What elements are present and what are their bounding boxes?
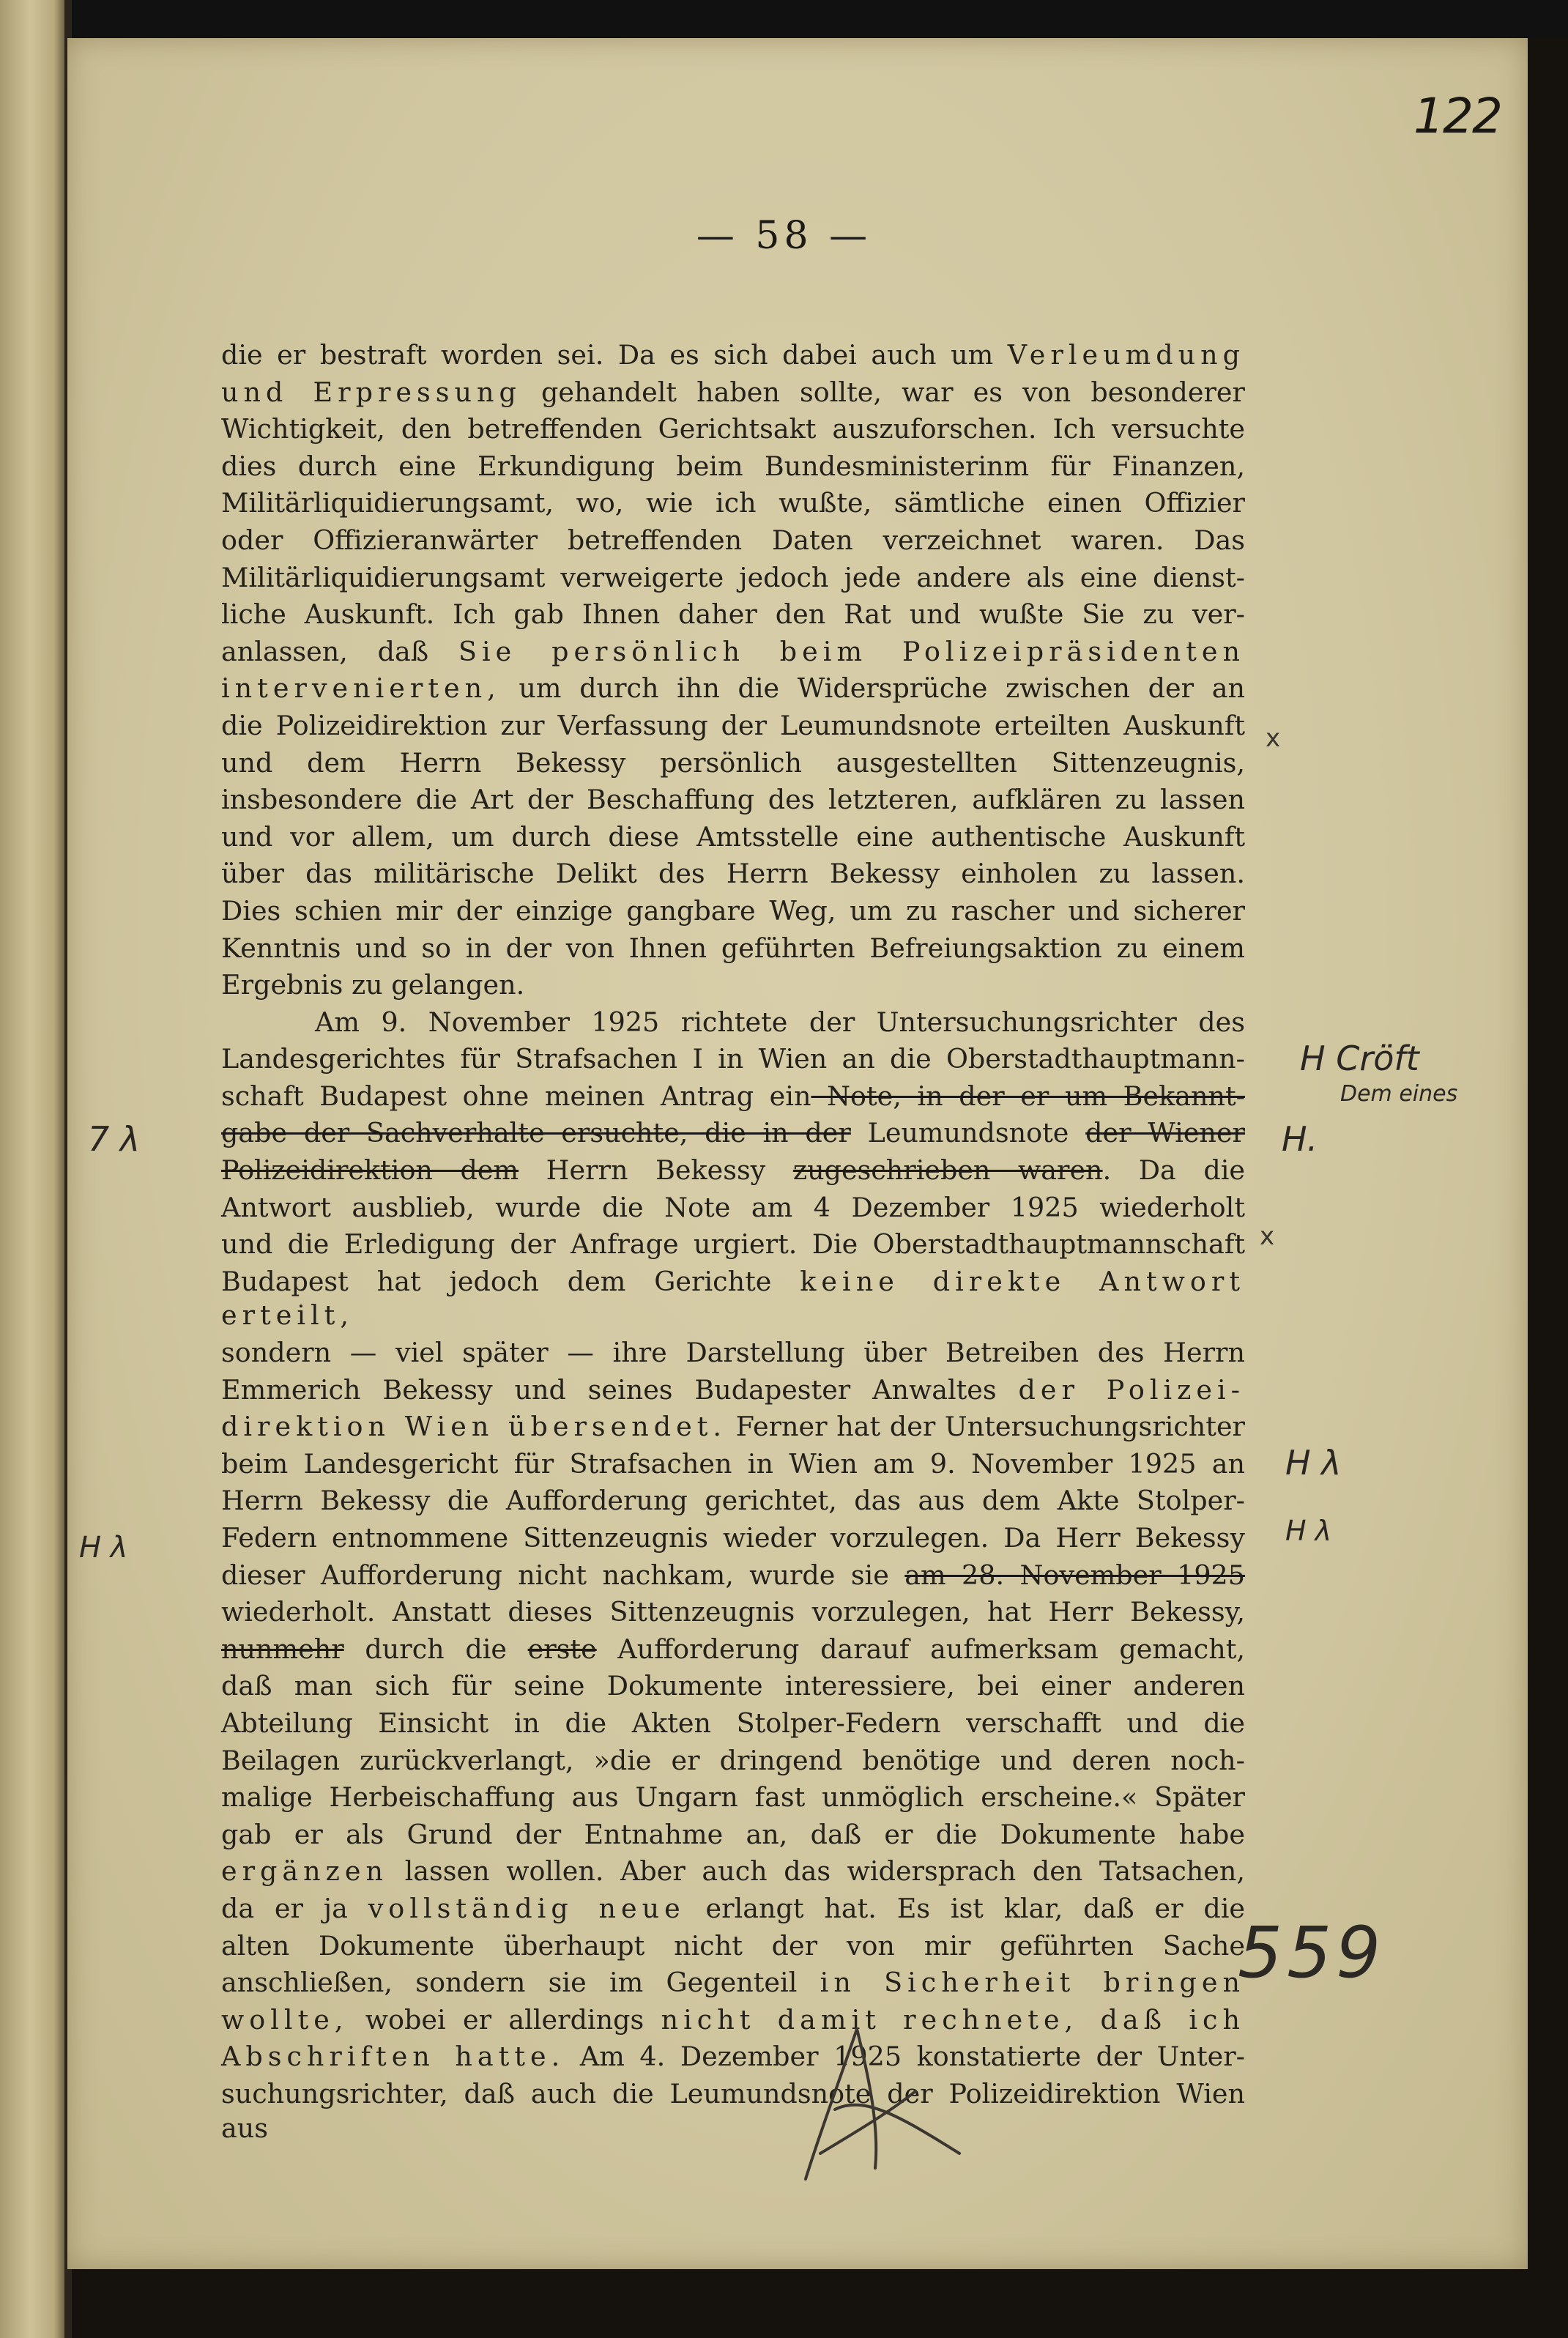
spaced-emphasis: Abschriften hatte. [221, 2041, 565, 2073]
margin-x-mark: x [1260, 1222, 1275, 1251]
text-run: daß man sich für seine Dokumente interessiere, bei einer anderen [221, 1670, 1245, 1702]
handwritten-signature [791, 2022, 981, 2190]
text-line [221, 1669, 1245, 1704]
text-run: erlangt hat. Es ist klar, daß er die [685, 1892, 1245, 1924]
spaced-emphasis: wollte, [221, 2003, 349, 2035]
spaced-emphasis: ergänzen [221, 1855, 389, 1888]
text-line [221, 1006, 1245, 1040]
text-line [221, 1228, 1245, 1262]
margin-note-small: Dem eines [1340, 1081, 1458, 1107]
text-line [221, 1154, 1245, 1188]
margin-note-h-3: H λ [1285, 1443, 1342, 1482]
handwritten-page-note: 559 [1238, 1912, 1386, 1994]
text-line [221, 1521, 1245, 1556]
text-line [221, 1707, 1245, 1741]
text-line [221, 1929, 1245, 1964]
text-run: Herrn Bekessy [519, 1154, 793, 1187]
spaced-emphasis: nicht damit rechnete, daß ich [661, 2003, 1245, 2035]
struck-text: der Wiener [1085, 1117, 1245, 1149]
text-line [221, 2040, 1245, 2074]
text-run: wobei er allerdings [348, 2003, 661, 2035]
text-line [221, 932, 1245, 966]
text-line [221, 783, 1245, 817]
text-line [221, 1447, 1245, 1482]
text-run: dieser Aufforderung nicht nachkam, wurde sie [221, 1559, 905, 1591]
text-run: oder Offizieranwärter betreffenden Daten verzeichnet waren. Das [221, 524, 1245, 556]
text-run: schaft Budapest ohne meinen Antrag ein [221, 1080, 811, 1112]
text-line [221, 1042, 1245, 1077]
text-line [221, 1080, 1245, 1114]
text-run: um durch ihn die Widersprüche zwischen der an [500, 672, 1245, 705]
text-line [221, 1373, 1245, 1408]
text-line [221, 1410, 1245, 1444]
text-line [221, 450, 1245, 484]
text-run: Emmerich Bekessy und seines Budapester Anwaltes [221, 1373, 1019, 1406]
text-line [221, 524, 1245, 558]
text-run: sondern — viel später — ihre Darstellung über Betreiben des Herrn [221, 1337, 1245, 1369]
text-run: gehandelt haben sollte, war es von besonderer [521, 376, 1245, 408]
text-run: und dem Herrn Bekessy persönlich ausgestellten Sittenzeugnis, [221, 746, 1245, 779]
text-line [221, 2003, 1245, 2038]
text-line [221, 1116, 1245, 1151]
text-run: . Da die [1102, 1154, 1245, 1187]
text-run: Ferner hat der Untersuchungsrichter [727, 1411, 1245, 1443]
margin-note-left-2: H λ [79, 1531, 128, 1565]
text-run: da er ja [221, 1892, 368, 1924]
text-line [221, 1191, 1245, 1225]
spaced-emphasis: Sie persönlich beim Polizeipräsidenten [458, 635, 1245, 667]
text-run: insbesondere die Art der Beschaffung des letzteren, aufklären zu lassen [221, 784, 1245, 816]
text-run: dies durch eine Erkundigung beim Bundesministerinm für Finanzen, [221, 450, 1245, 482]
text-line [221, 338, 1245, 373]
struck-text: erste [527, 1633, 597, 1665]
text-run: Landesgerichtes für Strafsachen I in Wien an die Oberstadthauptmann- [221, 1043, 1245, 1075]
text-line [221, 1633, 1245, 1667]
margin-note-h-2: H. [1282, 1119, 1318, 1159]
text-run: über das militärische Delikt des Herrn Bekessy einholen zu lassen. [221, 858, 1245, 890]
text-line [221, 1818, 1245, 1852]
text-run: anlassen, daß [221, 635, 458, 667]
margin-x-mark: x [1266, 724, 1281, 753]
text-run: durch die [343, 1633, 528, 1665]
text-line [221, 412, 1245, 447]
text-run: Antwort ausblieb, wurde die Note am 4 Dezember 1925 wiederholt [221, 1191, 1245, 1223]
text-line [221, 894, 1245, 929]
text-run: suchungsrichter, daß auch die Leumundsnote der Polizeidirektion Wien aus [221, 2077, 1245, 2144]
spaced-emphasis: direktion Wien übersendet. [221, 1411, 727, 1443]
text-run: Dies schien mir der einzige gangbare Weg, um zu rascher und sicherer [221, 894, 1245, 927]
text-run: und die Erledigung der Anfrage urgiert. Die Oberstadthauptmannschaft [221, 1228, 1245, 1261]
text-run: Leumundsnote [850, 1117, 1086, 1149]
text-run: Aufforderung darauf aufmerksam gemacht, [596, 1633, 1245, 1665]
struck-text: am 28. November 1925 [904, 1559, 1246, 1591]
text-line [221, 1892, 1245, 1926]
text-run: liche Auskunft. Ich gab Ihnen daher den Rat und wußte Sie zu ver- [221, 598, 1245, 631]
text-line [221, 561, 1245, 595]
margin-note-h-crossed: H Cröft [1300, 1039, 1419, 1078]
text-line [221, 1265, 1245, 1333]
spaced-emphasis: der Polizei- [1018, 1373, 1246, 1406]
text-run: malige Herbeischaffung aus Ungarn fast unmöglich erscheine.« Später [221, 1781, 1245, 1814]
spaced-emphasis: keine direkte Antwort erteilt, [221, 1265, 1245, 1332]
spaced-emphasis: vollständig neue [368, 1892, 685, 1924]
text-line [221, 746, 1245, 781]
margin-note-left-1: 7 λ [88, 1119, 141, 1159]
text-line [221, 486, 1245, 521]
text-line [221, 1559, 1245, 1593]
text-run: die Polizeidirektion zur Verfassung der Leumundsnote erteilten Auskunft [221, 709, 1245, 741]
text-line [221, 635, 1245, 669]
text-run: gab er als Grund der Entnahme an, daß er die Dokumente habe [221, 1818, 1245, 1850]
text-run: Budapest hat jedoch dem Gerichte [221, 1265, 800, 1297]
text-run: Am 4. Dezember 1925 konstatierte der Unter- [565, 2041, 1245, 2073]
spaced-emphasis: intervenierten, [221, 672, 501, 705]
page-number: — 58 — [696, 214, 872, 258]
text-run: Am 9. November 1925 richtete der Untersuchungsrichter des [315, 1006, 1245, 1038]
struck-text: nunmehr [221, 1633, 344, 1665]
spaced-emphasis: und Erpressung [221, 376, 521, 408]
text-run: Kenntnis und so in der von Ihnen geführten Befreiungsaktion zu einem [221, 932, 1245, 964]
text-line [221, 1595, 1245, 1630]
text-line [221, 1484, 1245, 1518]
handwritten-folio-number: 122 [1413, 88, 1501, 144]
text-line [221, 598, 1245, 632]
text-line [221, 2077, 1245, 2145]
text-run: Ergebnis zu gelangen. [221, 969, 525, 1001]
text-line [221, 820, 1245, 855]
text-run: lassen wollen. Aber auch das widersprach den Tatsachen, [388, 1855, 1245, 1888]
text-run: Federn entnommene Sittenzeugnis wieder vorzulegen. Da Herr Bekessy [221, 1522, 1245, 1554]
struck-text: zugeschrieben waren [792, 1154, 1103, 1187]
text-run: Militärliquidierungsamt verweigerte jedoch jede andere als eine dienst- [221, 561, 1245, 593]
spaced-emphasis: in Sicherheit bringen [820, 1967, 1245, 1999]
scan-top-border [0, 0, 1568, 38]
text-line [221, 857, 1245, 891]
text-run: anschließen, sondern sie im Gegenteil [221, 1967, 820, 1999]
text-line [221, 709, 1245, 743]
text-line [221, 968, 1245, 1003]
body-text [221, 338, 1245, 2145]
text-line [221, 376, 1245, 410]
text-line [221, 1855, 1245, 1889]
text-run: Abteilung Einsicht in die Akten Stolper-Federn verschafft und die [221, 1707, 1245, 1739]
struck-text: Polizeidirektion dem [221, 1154, 519, 1187]
text-line [221, 1744, 1245, 1778]
text-run: beim Landesgericht für Strafsachen in Wien am 9. November 1925 an [221, 1447, 1245, 1480]
previous-page-edge [0, 0, 67, 2338]
text-run: Wichtigkeit, den betreffenden Gerichtsakt auszuforschen. Ich versuchte [221, 413, 1245, 445]
text-line [221, 1336, 1245, 1370]
text-run: Militärliquidierungsamt, wo, wie ich wußte, sämtliche einen Offizier [221, 487, 1245, 519]
text-run: alten Dokumente überhaupt nicht der von mir geführten Sache [221, 1929, 1245, 1962]
text-run: und vor allem, um durch diese Amtsstelle eine authentische Auskunft [221, 820, 1245, 853]
text-run: Herrn Bekessy die Aufforderung gerichtet, das aus dem Akte Stolper- [221, 1485, 1245, 1517]
struck-text: gabe der Sachverhalte ersuchte, die in der [221, 1117, 851, 1149]
text-line [221, 672, 1245, 706]
text-line [221, 1966, 1245, 2000]
spaced-emphasis: Verleumdung [1007, 339, 1245, 371]
text-line [221, 1781, 1245, 1815]
text-run: Beilagen zurückverlangt, »die er dringend benötige und deren noch- [221, 1744, 1245, 1776]
struck-text: Note, in der er um Bekannt- [811, 1080, 1245, 1112]
text-run: wiederholt. Anstatt dieses Sittenzeugnis vorzulegen, hat Herr Bekessy, [221, 1596, 1245, 1628]
text-run: die er bestraft worden sei. Da es sich dabei auch um [221, 339, 1008, 371]
margin-note-h-4: H λ [1285, 1515, 1332, 1547]
